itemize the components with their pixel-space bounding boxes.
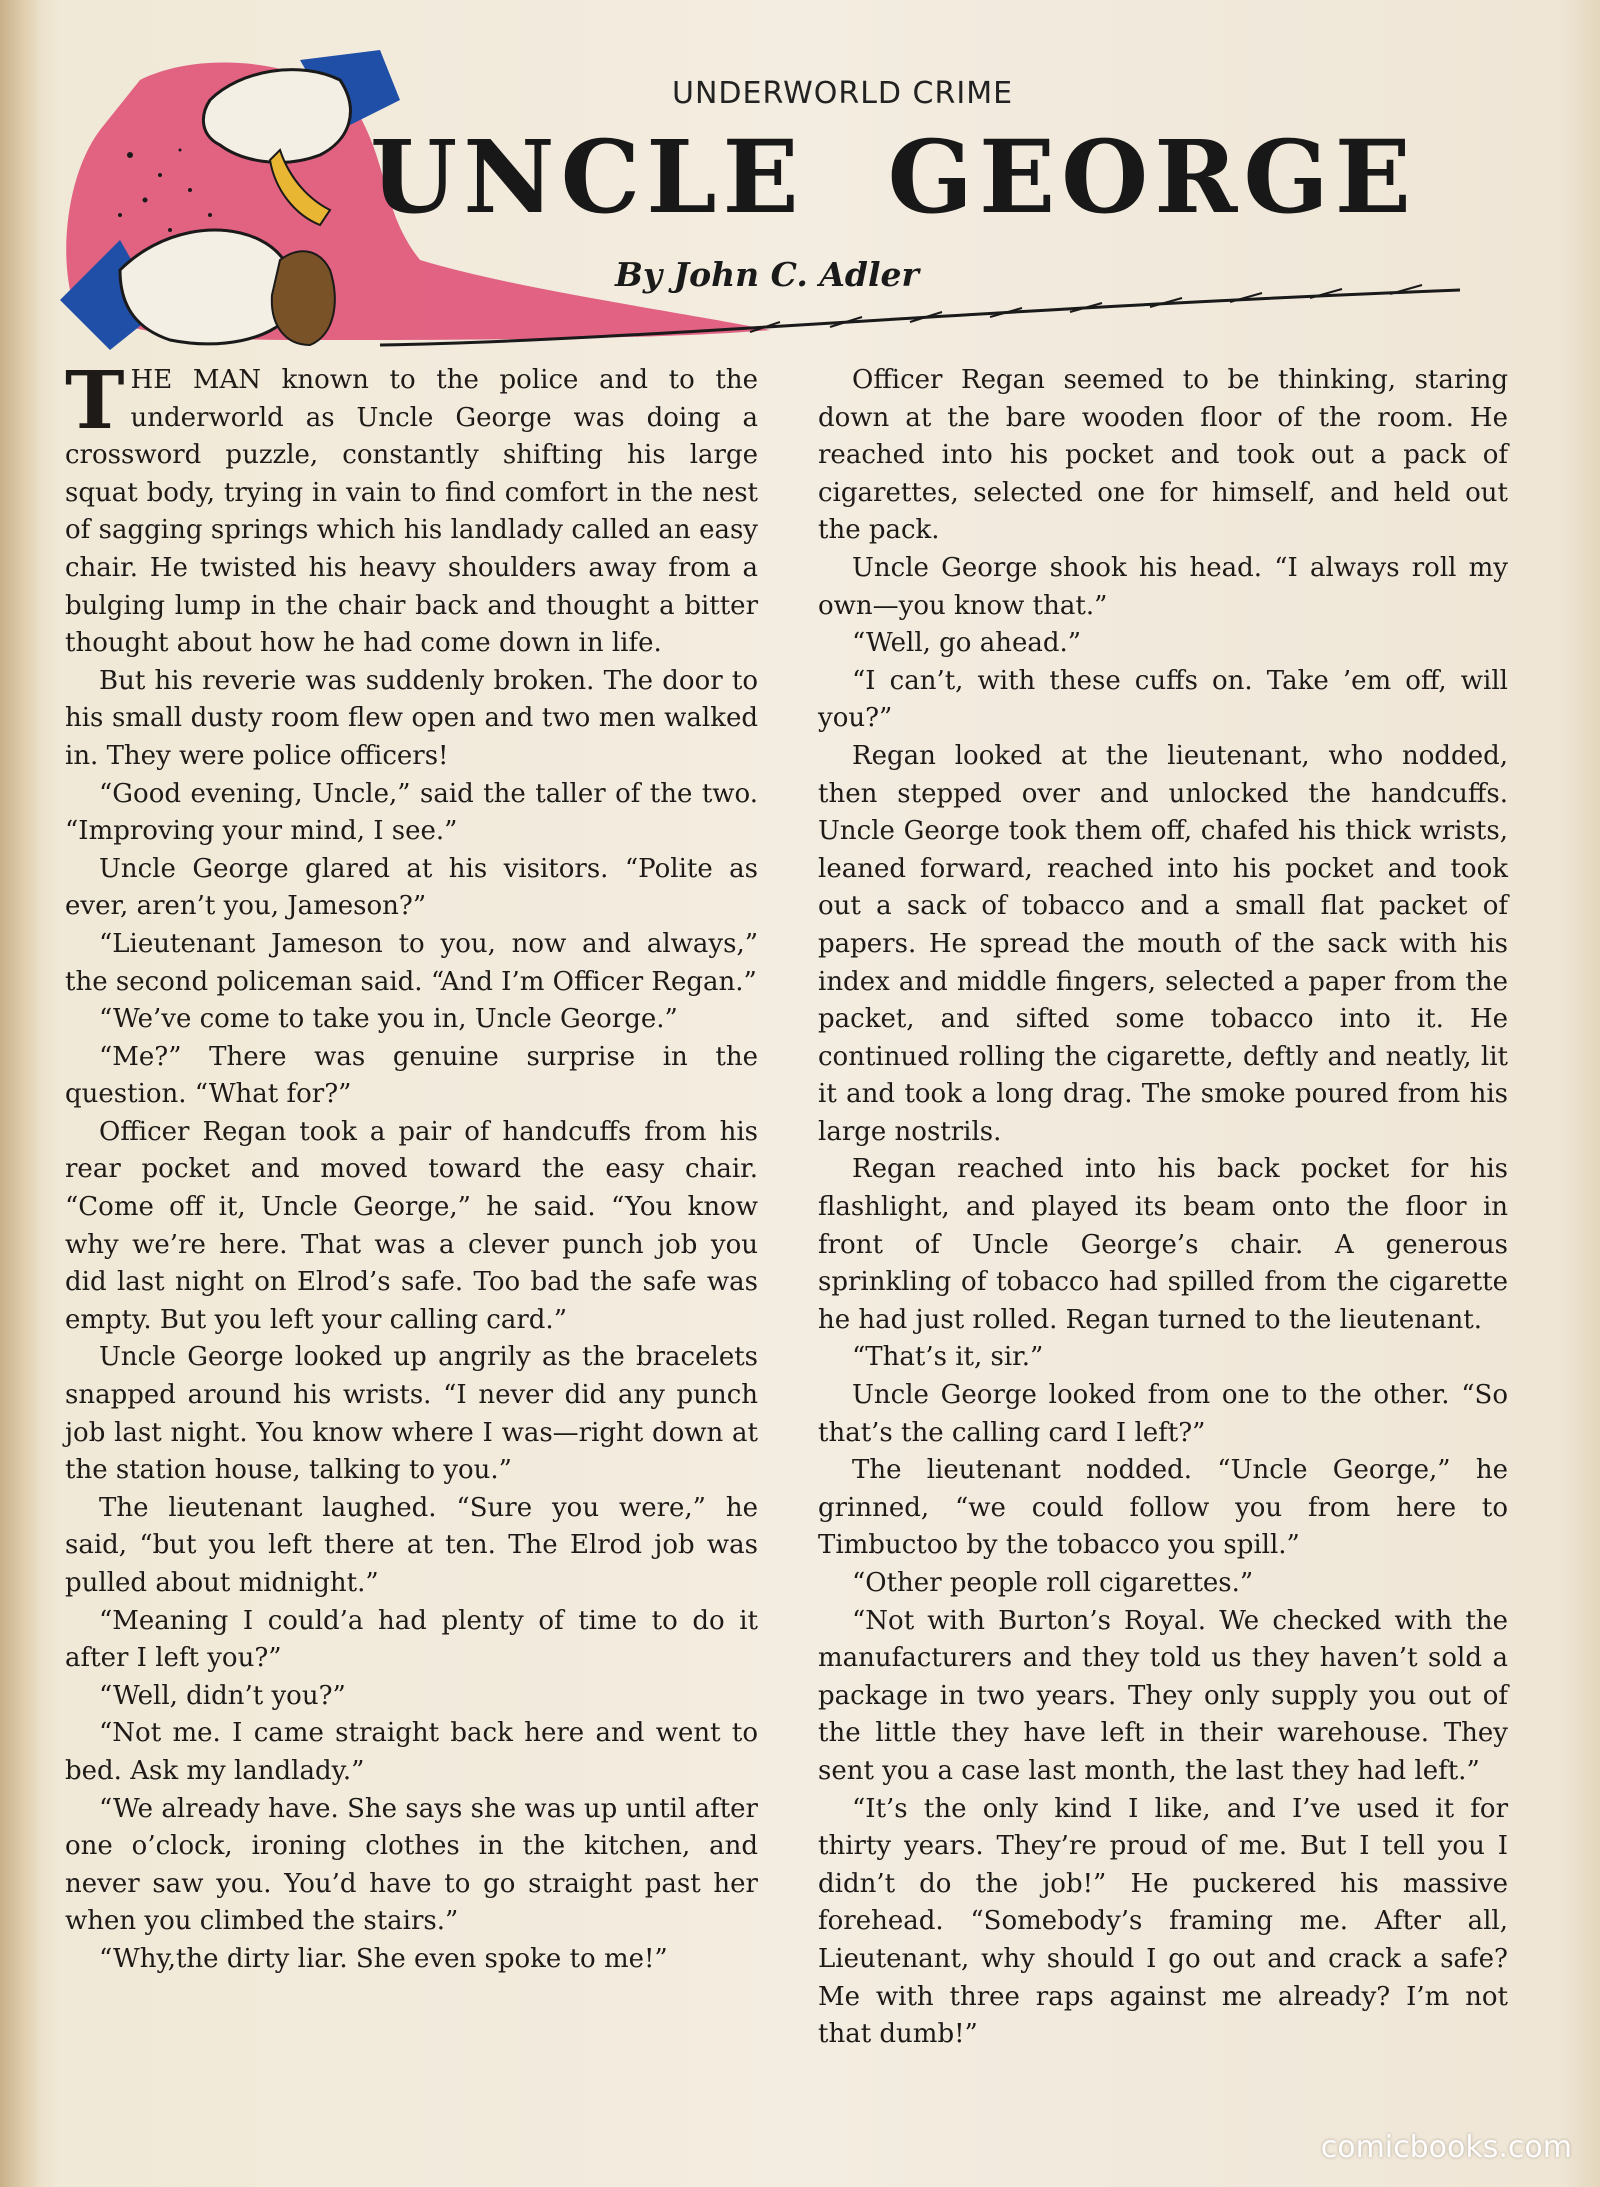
paragraph: “Not me. I came straight back here and went to bed. Ask my landlady.” xyxy=(65,1718,758,1786)
paragraph: Uncle George looked up angrily as the bracelets snapped around his wrists. “I never did any punch job last night. You know where I was—right down at the station house, talking to you.” xyxy=(65,1342,758,1486)
right-column xyxy=(818,362,1508,2054)
paragraph: “Well, didn’t you?” xyxy=(99,1680,346,1711)
paragraph: “We already have. She says she was up until after one o’clock, ironing clothes in the kitchen, and never saw you. You’d have to go straight past her when you climbed the stairs.” xyxy=(65,1793,758,1937)
paragraph: “We’ve come to take you in, Uncle George.” xyxy=(99,1004,678,1035)
paragraph: “Meaning I could’a had plenty of time to do it after I left you?” xyxy=(65,1605,758,1674)
paragraph: “Well, go ahead.” xyxy=(852,628,1082,659)
byline: By John C. Adler xyxy=(615,255,919,294)
paragraph: “Lieutenant Jameson to you, now and always,” the second policeman said. “And I’m Officer Regan.” xyxy=(65,928,758,997)
paragraph: Regan looked at the lieutenant, who nodded, then stepped over and unlocked the handcuffs. Uncle George took them off, chafed his thick wrists, leaned forward, reached into his pocket and took out a sack of tobacco and a small flat packet of papers. He spread the mouth of the sack with his index and middle fingers, selected a paper from the packet, and sifted some tobacco into it. He continued rolling the cigarette, deftly and neatly, lit it and took a long drag. The smoke poured from his large nostrils. xyxy=(818,740,1508,1147)
watermark: comicbooks.com xyxy=(1320,2130,1572,2165)
paragraph: “Me?” There was genuine surprise in the question. “What for?” xyxy=(65,1041,758,1110)
paragraph: “I can’t, with these cuffs on. Take ’em off, will you?” xyxy=(818,665,1508,734)
page-spine-shadow xyxy=(0,0,40,2187)
paragraph: “It’s the only kind I like, and I’ve used it for thirty years. They’re proud of me. But I tell you I didn’t do the job!” He puckered his massive forehead. “Somebody’s framing me. After all, Lieutenant, why should I go out and crack a safe? Me with three raps against me already? I’m not that dumb!” xyxy=(818,1793,1508,2050)
paragraph: Officer Regan seemed to be thinking, staring down at the bare wooden floor of the room. He reached into his pocket and took out a pack of cigarettes, selected one for himself, and held out the pack. xyxy=(818,365,1508,546)
left-column xyxy=(65,353,758,1979)
paragraph: Uncle George shook his head. “I always roll my own—you know that.” xyxy=(818,552,1508,621)
paragraph: Uncle George looked from one to the other. “So that’s the calling card I left?” xyxy=(818,1380,1508,1448)
drop-cap: T xyxy=(65,353,125,447)
paragraph: “Why,the dirty liar. She even spoke to me!” xyxy=(99,1943,668,1974)
paragraph: The lieutenant laughed. “Sure you were,” he said, “but you left there at ten. The Elrod job was pulled about midnight.” xyxy=(65,1492,758,1598)
paragraph: “Other people roll cigarettes.” xyxy=(852,1568,1254,1598)
opening-paragraph: THE MAN known to the police and to the underworld as Uncle George was doing a crossword puzzle, constantly shifting his large squat body, trying in vain to find comfort in the nest of sagging springs which his landlady called an easy chair. He twisted his heavy shoulders away from a bulging lump in the chair back and thought a bitter thought about how he had come down in life. xyxy=(65,353,758,659)
paragraph: But his reverie was suddenly broken. The door to his small dusty room flew open and two men walked in. They were police officers! xyxy=(65,665,758,771)
section-label: UNDERWORLD CRIME xyxy=(672,76,1014,111)
paragraph: Uncle George glared at his visitors. “Polite as ever, aren’t you, Jameson?” xyxy=(65,853,758,922)
paragraph: “That’s it, sir.” xyxy=(852,1342,1044,1373)
paragraph: Officer Regan took a pair of handcuffs from his rear pocket and moved toward the easy chair. “Come off it, Uncle George,” he said. “You know why we’re here. That was a clever punch job you did last night on Elrod’s safe. Too bad the safe was empty. But you left your calling card.” xyxy=(65,1116,758,1335)
paragraph: The lieutenant nodded. “Uncle George,” he grinned, “we could follow you from here to Timbuctoo by the tobacco you spill.” xyxy=(818,1455,1508,1561)
paragraph: “Good evening, Uncle,” said the taller of the two. “Improving your mind, I see.” xyxy=(65,778,758,847)
story-title: UNCLE GEORGE xyxy=(370,118,1418,236)
paragraph: Regan reached into his back pocket for his flashlight, and played its beam onto the floor in front of Uncle George’s chair. A generous sprinkling of tobacco had spilled from the cigarette he had just rolled. Regan turned to the lieutenant. xyxy=(818,1154,1508,1335)
story-header xyxy=(50,40,1470,370)
paragraph: “Not with Burton’s Royal. We checked with the manufacturers and they told us they haven’t sold a package in two years. They only supply you out of the little they have left in their warehouse. They sent you a case last month, the last they had left.” xyxy=(818,1605,1508,1786)
